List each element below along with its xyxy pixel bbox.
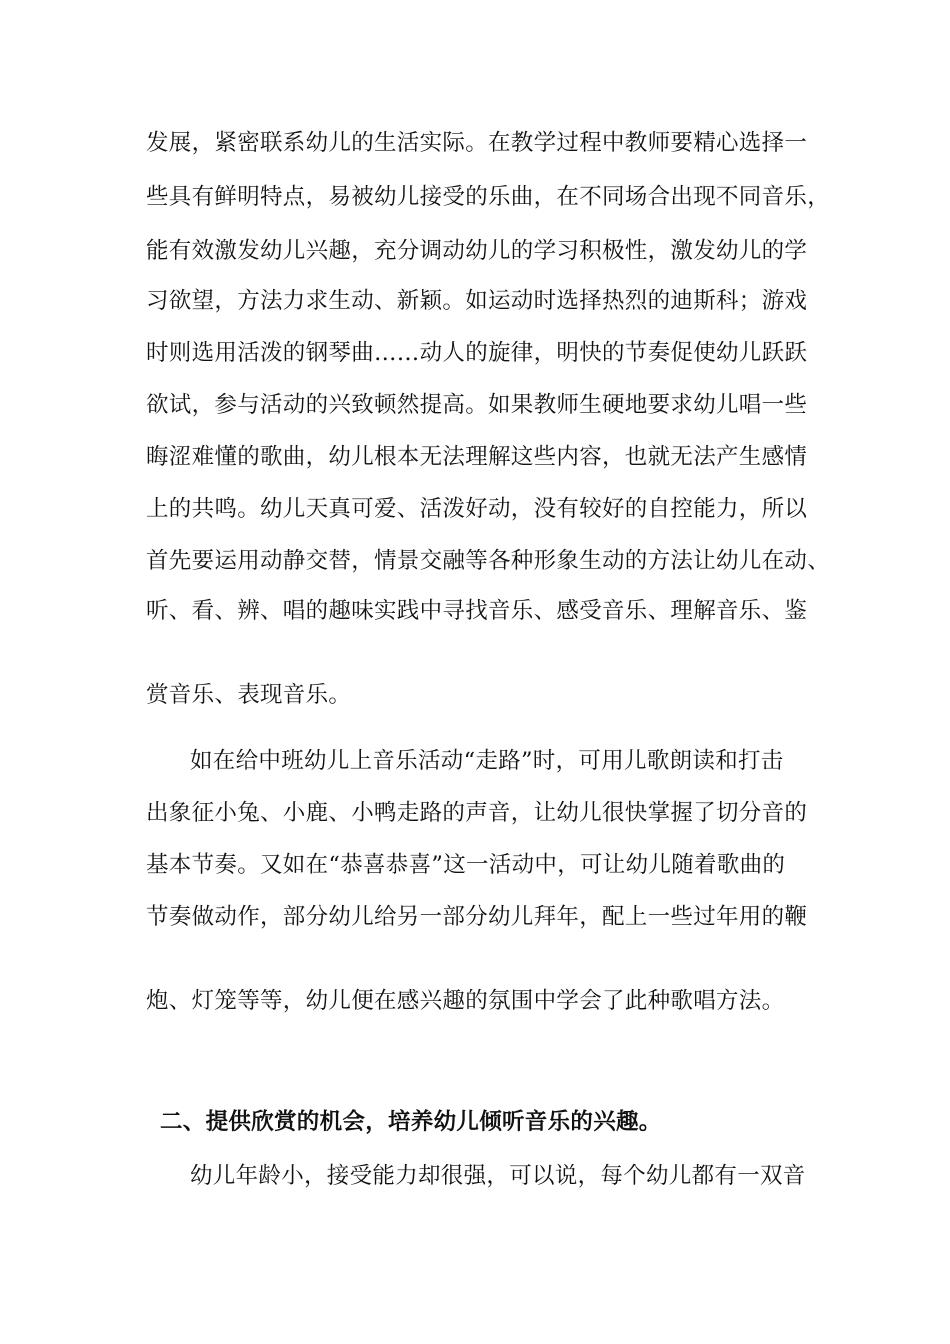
text-line: 首先要运用动静交替，情景交融等各种形象生动的方法让幼儿在动、 xyxy=(146,548,831,574)
text-line: 炮、灯笼等等，幼儿便在感兴趣的氛围中学会了此种歌唱方法。 xyxy=(146,988,785,1014)
section-heading: 二、提供欣赏的机会，培养幼儿倾听音乐的兴趣。 xyxy=(160,1109,662,1135)
text-line: 晦涩难懂的歌曲，幼儿根本无法理解这些内容，也就无法产生感情 xyxy=(146,444,808,470)
text-line: 赏音乐、表现音乐。 xyxy=(146,682,352,708)
text-line: 发展，紧密联系幼儿的生活实际。在教学过程中教师要精心选择一 xyxy=(146,130,808,156)
text-line: 基本节奏。又如在“恭喜恭喜”这一活动中，可让幼儿随着歌曲的 xyxy=(146,852,786,878)
text-line: 听、看、辨、唱的趣味实践中寻找音乐、感受音乐、理解音乐、鉴 xyxy=(146,598,808,624)
text-line: 欲试，参与活动的兴致顿然提高。如果教师生硬地要求幼儿唱一些 xyxy=(146,392,808,418)
text-line: 些具有鲜明特点，易被幼儿接受的乐曲，在不同场合出现不同音乐， xyxy=(146,184,831,210)
text-line: 出象征小兔、小鹿、小鸭走路的声音，让幼儿很快掌握了切分音的 xyxy=(146,800,808,826)
text-line: 习欲望，方法力求生动、新颖。如运动时选择热烈的迪斯科；游戏 xyxy=(146,288,808,314)
text-line: 上的共鸣。幼儿天真可爱、活泼好动，没有较好的自控能力，所以 xyxy=(146,496,808,522)
text-line: 如在给中班幼儿上音乐活动“走路”时，可用儿歌朗读和打击 xyxy=(190,748,784,774)
text-line: 节奏做动作，部分幼儿给另一部分幼儿拜年，配上一些过年用的鞭 xyxy=(146,904,808,930)
text-line: 时则选用活泼的钢琴曲……动人的旋律，明快的节奏促使幼儿跃跃 xyxy=(146,340,808,366)
text-line: 能有效激发幼儿兴趣，充分调动幼儿的学习积极性，激发幼儿的学 xyxy=(146,238,808,264)
text-line: 幼儿年龄小，接受能力却很强，可以说，每个幼儿都有一双音 xyxy=(190,1163,806,1189)
